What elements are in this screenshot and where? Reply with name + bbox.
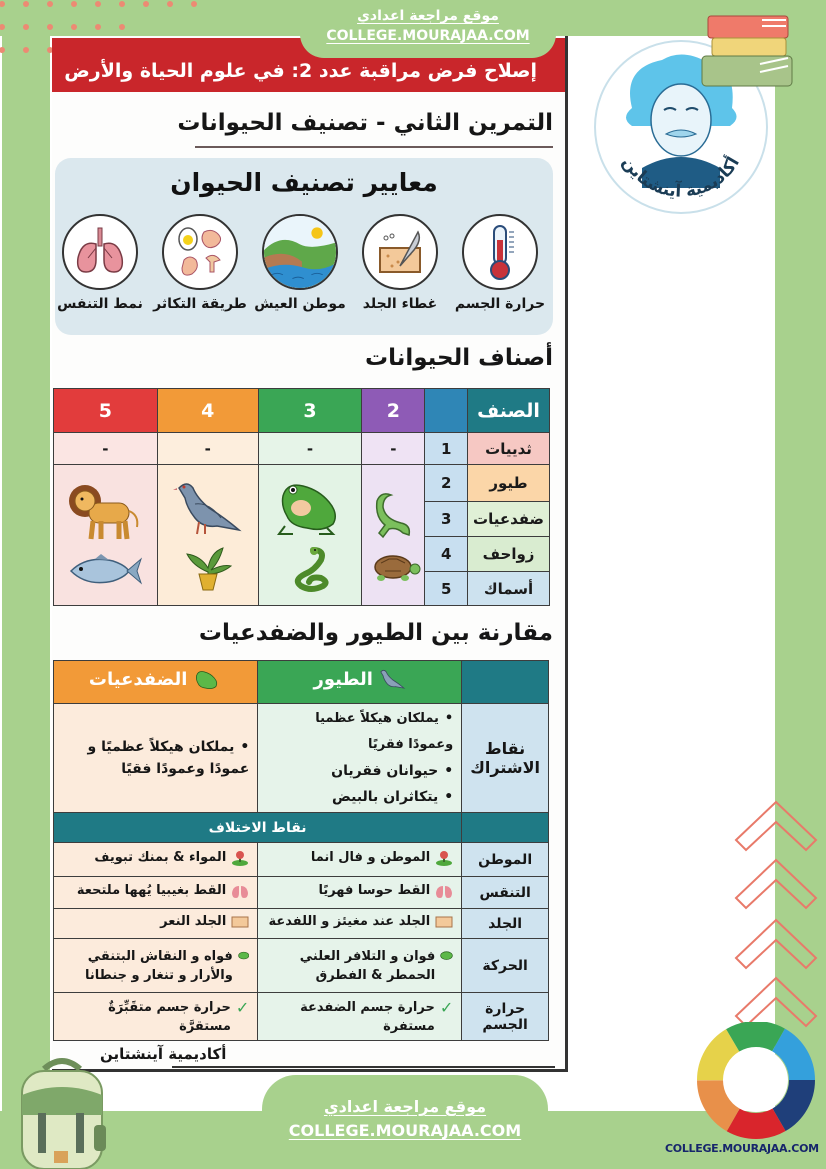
thermometer-icon	[462, 214, 538, 290]
plant-icon	[183, 546, 233, 592]
footer-signature: أكاديمية آينشتاين	[100, 1045, 227, 1063]
cell-birds	[258, 939, 462, 993]
header-birds	[258, 661, 462, 704]
snake-icon	[285, 544, 335, 594]
fish-icon	[67, 553, 143, 589]
header-col-2: 2	[362, 389, 425, 433]
cell-dash: -	[54, 433, 158, 465]
frog-icon	[192, 668, 222, 692]
criteria-title: معايير تصنيف الحيوان	[170, 168, 438, 197]
table-row	[54, 909, 549, 939]
cell-frogs	[54, 939, 258, 993]
cell-birds	[258, 877, 462, 909]
criteria-label: طريقة التكاثر	[153, 296, 247, 312]
pigeon-icon	[173, 478, 243, 540]
cell-text: حرارة جسم الضفدعة مستفرة	[300, 999, 435, 1034]
common-birds	[258, 704, 462, 813]
chevron-up-icon	[736, 978, 816, 1026]
check-icon: ✓	[235, 997, 250, 1017]
footer-line	[172, 1066, 555, 1068]
cell-dash: -	[362, 433, 425, 465]
differences-header-row	[54, 813, 549, 843]
frog-icon	[238, 947, 249, 963]
criteria-label: موطن العيش	[254, 296, 346, 312]
lungs-icon	[62, 214, 138, 290]
table-row	[54, 465, 550, 502]
list-item: • يملكان هيكلاً عظميا وعمودًا فقريًا	[266, 706, 453, 758]
classes-title: أصناف الحيوانات	[364, 345, 553, 371]
site-banner-top[interactable]	[300, 0, 556, 58]
list-item: • يتكاثران بالبيض	[266, 784, 453, 810]
cell-birds	[258, 993, 462, 1041]
header-col-3: 3	[258, 389, 362, 433]
site-banner-line1[interactable]: موقع مراجعة اعدادي	[357, 8, 499, 24]
cell-text: الجلد عند مغيئز و اللفدعة	[268, 914, 431, 930]
row-label: الجلد	[462, 909, 549, 939]
frame-left	[2, 0, 50, 1169]
table-row	[54, 939, 549, 993]
classes-table	[53, 388, 550, 606]
cell-birds	[258, 909, 462, 939]
common-frogs	[54, 704, 258, 813]
eggs-reproduction-icon	[162, 214, 238, 290]
animals-col-2	[362, 465, 425, 606]
class-number: 5	[425, 572, 468, 606]
criteria-habitat	[250, 214, 350, 312]
class-number: 4	[425, 537, 468, 572]
cell-text: فوان و التلافر العلني الحمطر & الفطرق	[299, 948, 436, 983]
criteria-breathing	[50, 214, 150, 312]
classes-header-row	[54, 389, 550, 433]
class-number: 1	[425, 433, 468, 465]
habitat-icon	[231, 850, 249, 866]
header-blank	[462, 813, 549, 843]
class-name: طيور	[468, 465, 550, 502]
site-banner-line2[interactable]: COLLEGE.MOURAJAA.COM	[288, 1121, 522, 1140]
cell-frogs	[54, 909, 258, 939]
chevron-up-icon	[736, 860, 816, 908]
cell-text: القط بغيبيا يُهها ملتحعة	[76, 883, 227, 898]
chevron-up-icon	[736, 920, 816, 968]
birds-column-label: الطيور	[313, 669, 373, 690]
animals-col-4	[157, 465, 258, 606]
class-name: زواحف	[468, 537, 550, 572]
cell-text: حرارة جسم متقَبِّرَةٌ مستقرَّة	[108, 999, 231, 1034]
exercise-title: التمرين الثاني - تصنيف الحيوانات	[177, 110, 553, 136]
chevron-decorations	[734, 790, 818, 1030]
title-underline	[195, 146, 553, 148]
site-banner-line1[interactable]: موقع مراجعة اعدادي	[323, 1097, 487, 1116]
cell-text: المواء & بمنك تبويف	[94, 850, 227, 865]
pigeon-icon	[378, 668, 406, 692]
list-item: • حيوانان فقريان	[266, 758, 453, 784]
cell-text: الموطن و فال انما	[310, 850, 431, 865]
comparison-title: مقارنة بين الطيور والضفدعيات	[198, 620, 553, 646]
criteria-skin-covering	[350, 214, 450, 312]
site-banner-line2[interactable]: COLLEGE.MOURAJAA.COM	[326, 28, 530, 44]
skin-icon	[231, 915, 249, 929]
row-label: الموطن	[462, 843, 549, 877]
lion-icon	[67, 481, 143, 547]
animals-col-3	[258, 465, 362, 606]
row-label: الحركة	[462, 939, 549, 993]
lungs-icon	[231, 883, 249, 899]
document-header: إصلاح فرض مراقبة عدد 2: في علوم الحياة والأرض	[52, 38, 565, 92]
class-number: 2	[425, 465, 468, 502]
header-blank	[462, 661, 549, 704]
skin-feather-icon	[362, 214, 438, 290]
table-row	[54, 433, 550, 465]
habitat-icon	[435, 850, 453, 866]
turtle-icon	[365, 549, 421, 583]
frog-icon	[440, 947, 453, 963]
animals-col-5	[54, 465, 158, 606]
lizard-icon	[367, 487, 419, 543]
cell-dash: -	[157, 433, 258, 465]
header-frogs	[54, 661, 258, 704]
cell-frogs	[54, 877, 258, 909]
comparison-table	[53, 660, 549, 1041]
cell-frogs	[54, 993, 258, 1041]
backpack-icon	[14, 1055, 110, 1169]
site-banner-bottom[interactable]	[262, 1075, 548, 1169]
row-label: التنقس	[462, 877, 549, 909]
cell-birds	[258, 843, 462, 877]
stacked-books-icon	[700, 14, 800, 94]
cell-frogs	[54, 843, 258, 877]
education-ring-icon	[695, 1022, 817, 1140]
comparison-header-row	[54, 661, 549, 704]
header-blank	[425, 389, 468, 433]
class-name: ثدييات	[468, 433, 550, 465]
class-name: أسماك	[468, 572, 550, 606]
habitat-landscape-icon	[262, 214, 338, 290]
row-label: حرارة الجسم	[462, 993, 549, 1041]
criteria-label: حرارة الجسم	[454, 296, 546, 312]
header-col-4: 4	[157, 389, 258, 433]
class-name: ضفدعيات	[468, 502, 550, 537]
cell-text: القط حوسا فهريًا	[318, 883, 431, 898]
frog-icon	[273, 476, 347, 538]
bottom-logo-text[interactable]: COLLEGE.MOURAJAA.COM	[665, 1142, 819, 1155]
header-class: الصنف	[468, 389, 550, 433]
class-number: 3	[425, 502, 468, 537]
skin-icon	[435, 915, 453, 929]
header-col-5: 5	[54, 389, 158, 433]
cell-text: الجلد النعر	[160, 914, 227, 930]
check-icon: ✓	[439, 997, 454, 1017]
differences-title: نقاط الاختلاف	[54, 813, 462, 843]
table-row	[54, 993, 549, 1041]
common-points-row	[54, 704, 549, 813]
cell-dash: -	[258, 433, 362, 465]
academy-name: أكاديمية آينشتاين	[618, 152, 744, 202]
frogs-column-label: الضفدعيات	[88, 669, 188, 690]
chevron-up-icon	[736, 802, 816, 850]
table-row	[54, 877, 549, 909]
lungs-icon	[435, 883, 453, 899]
criteria-label: نمط التنفس	[57, 296, 143, 312]
list-item: • يملكان هيكلاً عظميًا و عمودًا وعمودًا فقيًا	[62, 736, 249, 780]
row-label: نقاط الاشتراك	[462, 704, 549, 813]
table-row	[54, 843, 549, 877]
criteria-label: غطاء الجلد	[362, 296, 438, 312]
criteria-reproduction	[150, 214, 250, 312]
cell-text: فواه و النقاش البتنقي والأرار و تنغار و جنطانا	[85, 948, 233, 983]
criteria-body-temperature	[450, 214, 550, 312]
